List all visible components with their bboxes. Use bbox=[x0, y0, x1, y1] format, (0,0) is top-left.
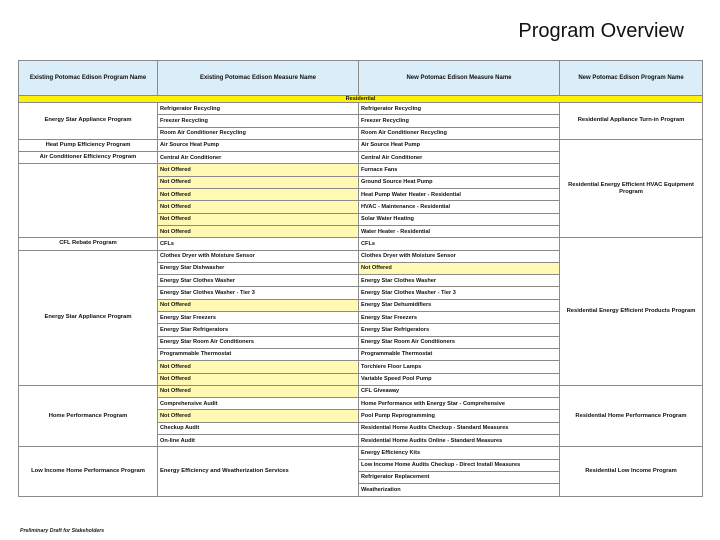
new-measure-cell: Furnace Fans bbox=[359, 164, 560, 176]
new-measure-cell: Energy Star Clothes Washer bbox=[359, 275, 560, 287]
new-measure-cell: CFL Giveaway bbox=[359, 385, 560, 397]
existing-measure-cell: Not Offered bbox=[158, 361, 359, 373]
new-measure-cell: Clothes Dryer with Moisture Sensor bbox=[359, 250, 560, 262]
new-measure-cell: Residential Home Audits Checkup - Standard Measures bbox=[359, 422, 560, 434]
new-measure-cell: Energy Star Room Air Conditioners bbox=[359, 336, 560, 348]
new-program-cell: Residential Home Performance Program bbox=[560, 385, 703, 446]
existing-measure-cell: CFLs bbox=[158, 238, 359, 250]
new-measure-cell: Air Source Heat Pump bbox=[359, 139, 560, 151]
new-measure-cell: Home Performance with Energy Star - Comprehensive bbox=[359, 398, 560, 410]
table-row bbox=[19, 139, 703, 151]
program-table-container bbox=[18, 60, 702, 506]
existing-measure-cell: Not Offered bbox=[158, 385, 359, 397]
existing-measure-cell: Checkup Audit bbox=[158, 422, 359, 434]
new-measure-cell: Low Income Home Audits Checkup - Direct Install Measures bbox=[359, 459, 560, 471]
existing-program-cell: Air Conditioner Efficiency Program bbox=[19, 152, 158, 164]
page-title: Program Overview bbox=[518, 20, 684, 42]
existing-measure-cell: On-line Audit bbox=[158, 435, 359, 447]
existing-measure-cell: Energy Star Clothes Washer bbox=[158, 275, 359, 287]
new-measure-cell: Weatherization bbox=[359, 484, 560, 496]
new-measure-cell: Solar Water Heating bbox=[359, 213, 560, 225]
existing-measure-cell: Comprehensive Audit bbox=[158, 398, 359, 410]
new-program-cell: Residential Energy Efficient Products Program bbox=[560, 238, 703, 386]
section-label: Residential bbox=[19, 96, 703, 103]
existing-program-cell-empty bbox=[19, 164, 158, 238]
existing-measure-cell: Freezer Recycling bbox=[158, 115, 359, 127]
new-measure-cell: Energy Efficiency Kits bbox=[359, 447, 560, 459]
existing-measure-cell: Not Offered bbox=[158, 189, 359, 201]
new-measure-cell: Residential Home Audits Online - Standard Measures bbox=[359, 435, 560, 447]
existing-program-cell: Energy Star Appliance Program bbox=[19, 103, 158, 140]
new-measure-cell: Pool Pump Reprogramming bbox=[359, 410, 560, 422]
new-measure-cell: Freezer Recycling bbox=[359, 115, 560, 127]
new-program-cell: Residential Energy Efficient HVAC Equipment Program bbox=[560, 139, 703, 237]
existing-measure-cell: Energy Efficiency and Weatherization Services bbox=[158, 447, 359, 496]
new-measure-cell: Room Air Conditioner Recycling bbox=[359, 127, 560, 139]
existing-measure-cell: Energy Star Clothes Washer - Tier 3 bbox=[158, 287, 359, 299]
table-row bbox=[19, 385, 703, 397]
new-measure-cell: Heat Pump Water Heater - Residential bbox=[359, 189, 560, 201]
new-measure-cell: Energy Star Freezers bbox=[359, 312, 560, 324]
new-measure-cell: Energy Star Clothes Washer - Tier 3 bbox=[359, 287, 560, 299]
new-measure-cell: Energy Star Dehumidifiers bbox=[359, 299, 560, 311]
existing-measure-cell: Energy Star Room Air Conditioners bbox=[158, 336, 359, 348]
header-existing-program: Existing Potomac Edison Program Name bbox=[19, 61, 158, 96]
existing-measure-cell: Not Offered bbox=[158, 373, 359, 385]
existing-measure-cell: Not Offered bbox=[158, 201, 359, 213]
existing-measure-cell: Energy Star Dishwasher bbox=[158, 262, 359, 274]
new-measure-cell: Torchiere Floor Lamps bbox=[359, 361, 560, 373]
existing-measure-cell: Central Air Conditioner bbox=[158, 152, 359, 164]
new-measure-cell: Programmable Thermostat bbox=[359, 348, 560, 360]
existing-program-cell: Heat Pump Efficiency Program bbox=[19, 139, 158, 151]
existing-measure-cell: Not Offered bbox=[158, 164, 359, 176]
new-measure-cell: HVAC - Maintenance - Residential bbox=[359, 201, 560, 213]
existing-measure-cell: Programmable Thermostat bbox=[158, 348, 359, 360]
table-row bbox=[19, 103, 703, 115]
existing-measure-cell: Energy Star Freezers bbox=[158, 312, 359, 324]
new-measure-cell: CFLs bbox=[359, 238, 560, 250]
existing-measure-cell: Not Offered bbox=[158, 225, 359, 237]
new-measure-cell: Ground Source Heat Pump bbox=[359, 176, 560, 188]
existing-measure-cell: Refrigerator Recycling bbox=[158, 103, 359, 115]
new-measure-cell: Not Offered bbox=[359, 262, 560, 274]
header-existing-measure: Existing Potomac Edison Measure Name bbox=[158, 61, 359, 96]
table-row bbox=[19, 447, 703, 459]
table-row bbox=[19, 238, 703, 250]
existing-program-cell: CFL Rebate Program bbox=[19, 238, 158, 250]
section-row bbox=[19, 96, 703, 103]
existing-program-cell: Home Performance Program bbox=[19, 385, 158, 446]
existing-program-cell: Energy Star Appliance Program bbox=[19, 250, 158, 385]
new-measure-cell: Refrigerator Replacement bbox=[359, 471, 560, 483]
existing-measure-cell: Energy Star Refrigerators bbox=[158, 324, 359, 336]
new-measure-cell: Central Air Conditioner bbox=[359, 152, 560, 164]
new-measure-cell: Energy Star Refrigerators bbox=[359, 324, 560, 336]
new-measure-cell: Variable Speed Pool Pump bbox=[359, 373, 560, 385]
footer-note: Preliminary Draft for Stakeholders bbox=[20, 528, 105, 534]
program-overview-table bbox=[18, 60, 703, 497]
table-header-row bbox=[19, 61, 703, 96]
existing-measure-cell: Room Air Conditioner Recycling bbox=[158, 127, 359, 139]
existing-measure-cell: Air Source Heat Pump bbox=[158, 139, 359, 151]
header-new-program: New Potomac Edison Program Name bbox=[560, 61, 703, 96]
header-new-measure: New Potomac Edison Measure Name bbox=[359, 61, 560, 96]
new-measure-cell: Water Heater - Residential bbox=[359, 225, 560, 237]
existing-measure-cell: Not Offered bbox=[158, 176, 359, 188]
existing-measure-cell: Not Offered bbox=[158, 410, 359, 422]
existing-measure-cell: Not Offered bbox=[158, 213, 359, 225]
new-measure-cell: Refrigerator Recycling bbox=[359, 103, 560, 115]
existing-program-cell: Low Income Home Performance Program bbox=[19, 447, 158, 496]
new-program-cell: Residential Low Income Program bbox=[560, 447, 703, 496]
new-program-cell: Residential Appliance Turn-in Program bbox=[560, 103, 703, 140]
existing-measure-cell: Not Offered bbox=[158, 299, 359, 311]
existing-measure-cell: Clothes Dryer with Moisture Sensor bbox=[158, 250, 359, 262]
